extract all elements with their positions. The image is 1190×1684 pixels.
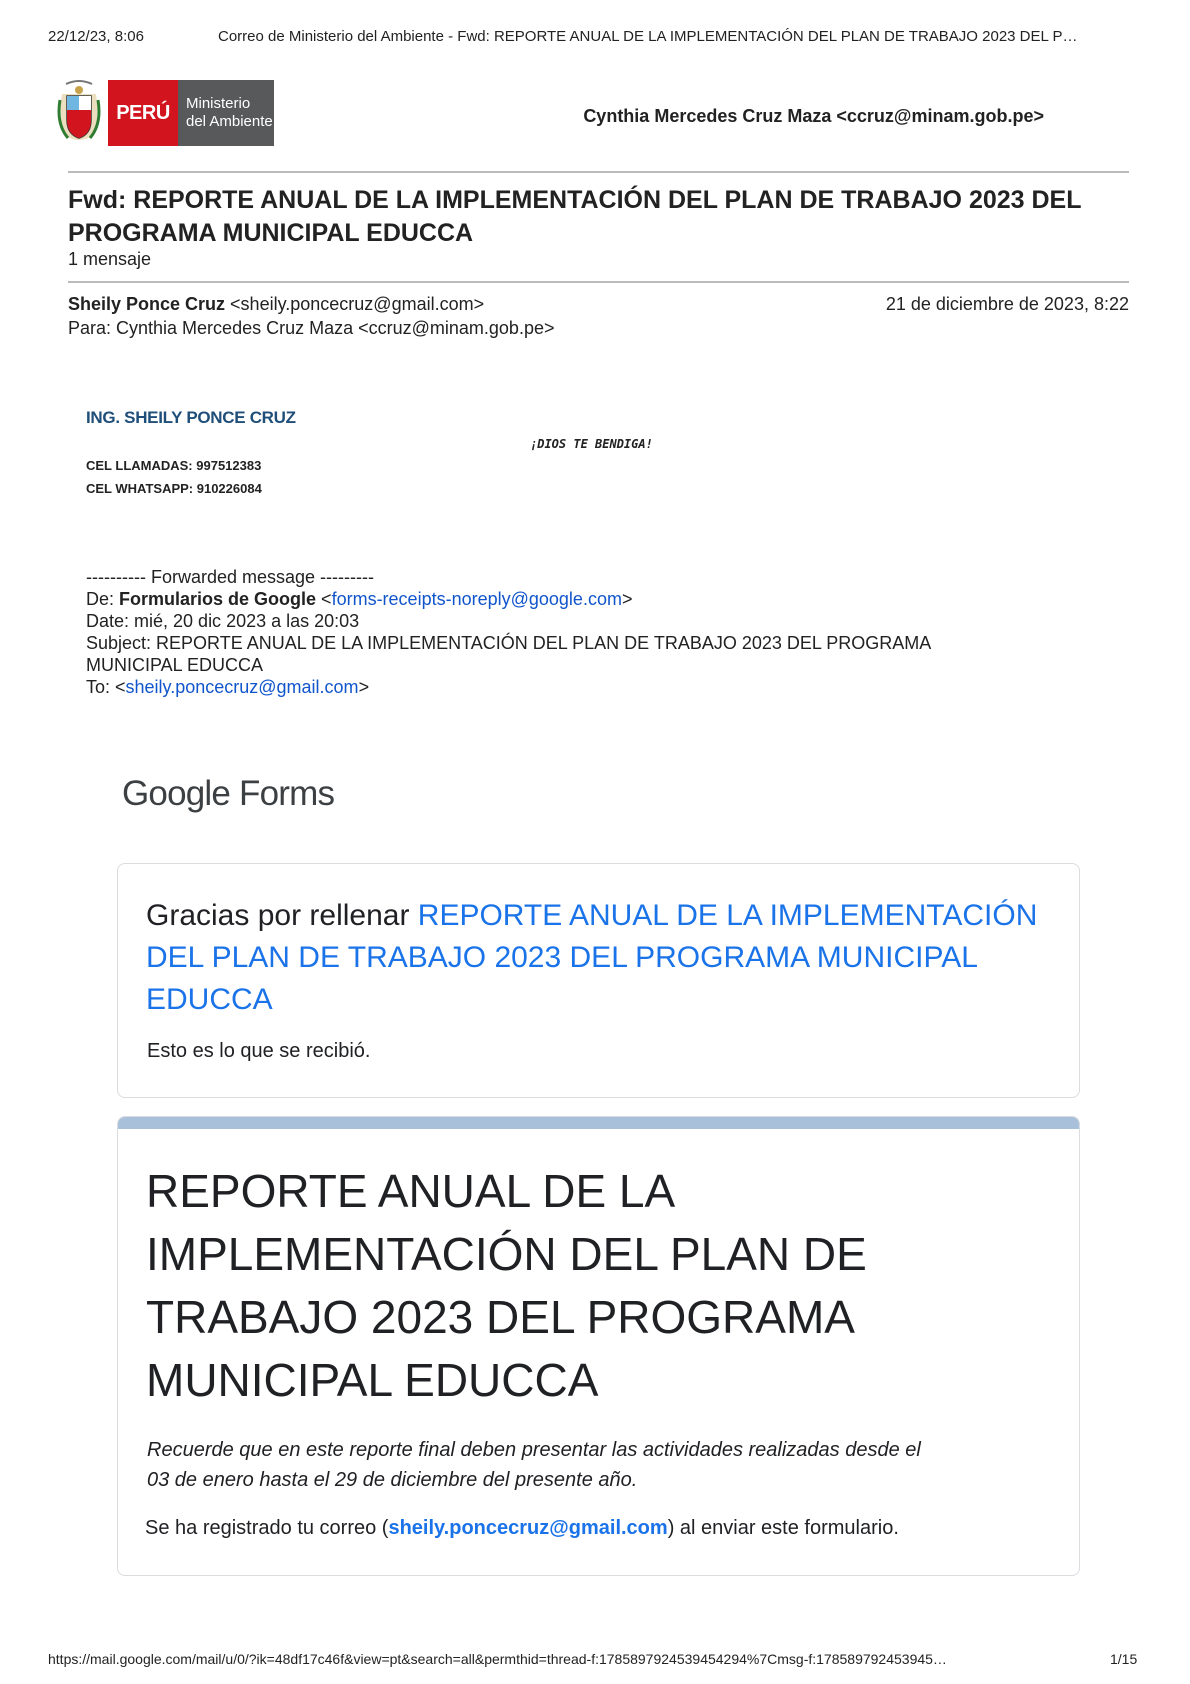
form-accent-bar [118,1117,1079,1129]
message-to: Para: Cynthia Mercedes Cruz Maza <ccruz@minam.gob.pe> [68,318,555,338]
signature-cel-whatsapp: CEL WHATSAPP: 910226084 [86,481,262,496]
print-title: Correo de Ministerio del Ambiente - Fwd: REPORTE ANUAL DE LA IMPLEMENTACIÓN DEL PLAN DE TRABAJO 2023 DEL P… [218,28,1078,45]
registered-email-note [145,1517,899,1540]
form-link[interactable]: REPORTE ANUAL DE LA IMPLEMENTACIÓN DEL PLAN DE TRABAJO 2023 DEL PROGRAMA MUNICIPAL EDUCCA [146,899,1038,1016]
thread-subject: Fwd: REPORTE ANUAL DE LA IMPLEMENTACIÓN DEL PLAN DE TRABAJO 2023 DEL PROGRAMA MUNICIPAL EDUCCA [68,186,1082,247]
forwarded-from-close: > [621,589,633,609]
registered-prefix: Se ha registrado tu correo ( [145,1517,389,1539]
registered-suffix: ) al enviar este formulario. [667,1517,899,1539]
ministry-line-1: Ministerio [186,95,251,112]
google-forms-logo-google: Google [122,774,231,813]
sender-name: Sheily Ponce Cruz [68,294,226,314]
forwarded-to-email-link[interactable]: sheily.poncecruz@gmail.com [125,677,359,697]
print-datetime: 22/12/23, 8:06 [48,28,144,45]
account-owner: Cynthia Mercedes Cruz Maza <ccruz@minam.gob.pe> [583,106,1044,126]
forwarded-from-email-link[interactable]: forms-receipts-noreply@google.com [331,589,622,609]
forwarded-to [86,676,369,698]
signature-cel-calls: CEL LLAMADAS: 997512383 [86,458,262,473]
peru-coat-of-arms-icon [56,80,102,146]
form-description: Recuerde que en este reporte final deben presentar las actividades realizadas desde el 03 de enero hasta el 29 de diciembre del presente año. [147,1439,921,1491]
forwarded-separator: ---------- Forwarded message --------- [86,567,374,587]
registered-email: sheily.poncecruz@gmail.com [388,1517,668,1539]
forwarded-from-open: < [316,589,332,609]
ministry-name [178,80,274,146]
message-date: 21 de diciembre de 2023, 8:22 [885,294,1129,314]
ministry-logo [56,80,274,146]
signature-blessing: ¡DIOS TE BENDIGA! [530,437,653,451]
signature-name: ING. SHEILY PONCE CRUZ [86,408,296,427]
forwarded-to-close: > [358,677,370,697]
message-count: 1 mensaje [68,249,152,269]
divider-top [68,171,1129,173]
forwarded-subject-line-1: Subject: REPORTE ANUAL DE LA IMPLEMENTACIÓN DEL PLAN DE TRABAJO 2023 DEL PROGRAMA [86,633,932,653]
page-number: 1/15 [1110,1651,1138,1667]
forwarded-from-label: De: [86,589,120,609]
received-text: Esto es lo que se recibió. [147,1040,371,1062]
forwarded-date: Date: mié, 20 dic 2023 a las 20:03 [86,611,360,631]
thanks-prefix: Gracias por rellenar [146,899,418,932]
sender-email: <sheily.poncecruz@gmail.com> [225,294,485,314]
forwarded-from-name: Formularios de Google [119,589,317,609]
forwarded-to-label: To: < [86,677,126,697]
thanks-text [146,895,1066,1021]
form-title: REPORTE ANUAL DE LA IMPLEMENTACIÓN DEL PLAN DE TRABAJO 2023 DEL PROGRAMA MUNICIPAL EDUCCA [146,1165,867,1406]
message-from [68,294,484,315]
forwarded-subject-line-2: MUNICIPAL EDUCCA [86,655,264,675]
print-url: https://mail.google.com/mail/u/0/?ik=48df17c46f&view=pt&search=all&permthid=thread-f:1785897924539454294%7Cmsg-f:178589792453945… [48,1651,947,1667]
google-forms-logo-forms: Forms [230,774,335,813]
peru-label: PERÚ [108,80,178,146]
ministry-line-2: del Ambiente [186,113,273,130]
divider-thread [68,281,1129,283]
google-forms-logo [122,774,334,814]
forwarded-from [86,588,632,610]
